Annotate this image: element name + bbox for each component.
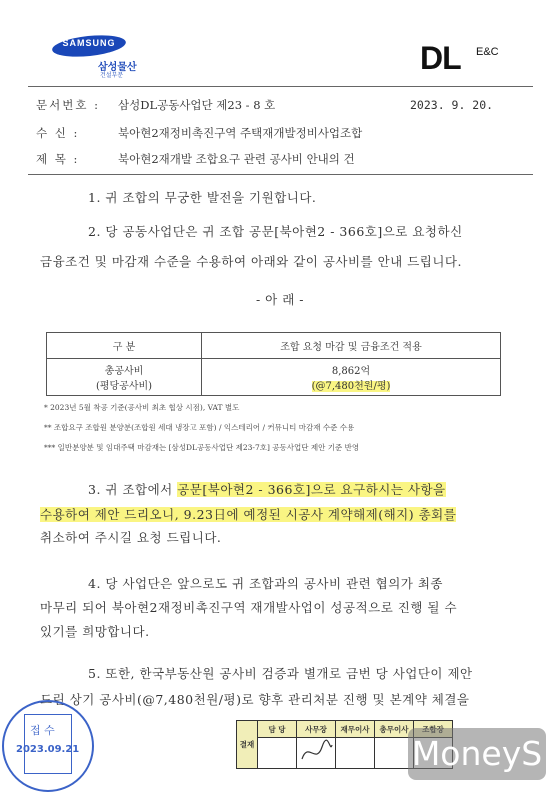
samsung-cnt-name: 삼성물산 — [98, 62, 137, 73]
paragraph-1: 1. 귀 조합의 무궁한 발전을 기원합니다. — [88, 190, 317, 205]
receipt-stamp-date: 2023.09.21 — [16, 744, 80, 755]
note-1: * 2023년 5월 착공 기준(공사비 최초 협상 시점), VAT 별도 — [44, 403, 240, 412]
table-row-label — [47, 359, 202, 396]
doc-date: 2023. 9. 20. — [410, 98, 494, 112]
per-pyeong-label: (평당공사비) — [95, 381, 153, 392]
note-2: ** 조합요구 조합원 분양분(조합원 세대 냉장고 포함) / 익스테리어 / 커뮤니티 마감재 수준 수용 — [44, 423, 355, 432]
doc-no-label: 문서번호 : — [36, 98, 100, 112]
table-row-value — [202, 359, 501, 396]
paragraph-3-line-3: 취소하여 주시길 요청 드립니다. — [40, 530, 222, 545]
note-3: *** 일반분양분 및 임대주택 마감재는 [삼성DL공동사업단 제23-7호] 공동사업단 제안 기준 반영 — [44, 443, 360, 452]
doc-no: 삼성DL공동사업단 제23 - 8 호 — [118, 98, 276, 112]
samsung-logo-text: SAMSUNG — [62, 38, 116, 48]
paragraph-3-line-2-highlight: 수용하여 제안 드리오니, 9.23日에 예정된 시공사 계약해제(해지) 총회를 — [40, 507, 457, 522]
cost-table — [46, 332, 501, 396]
approval-side-label: 결재 — [237, 721, 258, 769]
paragraph-4-line-3: 있기를 희망합니다. — [40, 624, 150, 639]
paragraph-3-line-1-highlight: 공문[북아현2 - 366호]으로 요구하시는 사항을 — [177, 482, 446, 497]
total-cost-value: 8,862억 — [331, 366, 371, 377]
paragraph-3-line-1-start: 3. 귀 조합에서 — [88, 482, 178, 497]
subject-label: 제 목 : — [36, 152, 80, 166]
paragraph-2-line-2: 금융조건 및 마감재 수준을 수용하여 아래와 같이 공사비를 안내 드립니다. — [40, 254, 462, 269]
subject: 북아현2재개발 조합요구 관련 공사비 안내의 건 — [118, 152, 355, 166]
header-divider — [28, 86, 533, 87]
paragraph-5-line-2: 드린 상기 공사비(@7,480천원/평)로 향후 관리처분 진행 및 본계약 체결을 — [40, 692, 470, 707]
paragraph-3-line-2 — [40, 505, 510, 525]
dl-logo: DL — [420, 40, 461, 76]
paragraph-4-line-2: 마무리 되어 북아현2재정비촉진구역 재개발사업이 성공적으로 진행 될 수 — [40, 600, 458, 615]
paragraph-5-line-1: 5. 또한, 한국부동산원 공사비 검증과 별개로 금번 당 사업단이 제안 — [88, 666, 473, 681]
approval-sign-3 — [336, 738, 375, 769]
below-heading: - 아 래 - — [255, 292, 305, 307]
recipient: 북아현2재정비촉진구역 주택재개발정비사업조합 — [118, 126, 363, 140]
approval-col-4: 총무이사 — [375, 721, 414, 738]
receipt-stamp-label: 접 수 — [30, 724, 55, 737]
moneys-watermark: MoneyS — [408, 728, 546, 780]
samsung-cnt-division: 건설부문 — [100, 72, 124, 79]
paragraph-3-line-1 — [88, 480, 528, 500]
approval-col-1: 담 당 — [258, 721, 297, 738]
paragraph-2-line-1: 2. 당 공동사업단은 귀 조합 공문[북아현2 - 366호]으로 요청하신 — [88, 224, 463, 239]
paragraph-4-line-1: 4. 당 사업단은 앞으로도 귀 조합과의 공사비 관련 협의가 최종 — [88, 576, 443, 591]
table-header-category: 구 분 — [47, 333, 202, 359]
per-pyeong-value: (@7,480천원/평) — [311, 381, 391, 392]
approval-col-3: 재무이사 — [336, 721, 375, 738]
approval-sign-1 — [258, 738, 297, 769]
dl-logo-ec: E&C — [476, 46, 499, 58]
signature-scribble — [298, 739, 334, 765]
total-cost-label: 총공사비 — [104, 366, 144, 377]
approval-sign-2 — [297, 738, 336, 769]
table-header-condition: 조합 요청 마감 및 금융조건 적용 — [202, 333, 501, 359]
approval-col-2: 사무장 — [297, 721, 336, 738]
meta-divider — [28, 174, 533, 175]
recipient-label: 수 신 : — [36, 126, 80, 140]
